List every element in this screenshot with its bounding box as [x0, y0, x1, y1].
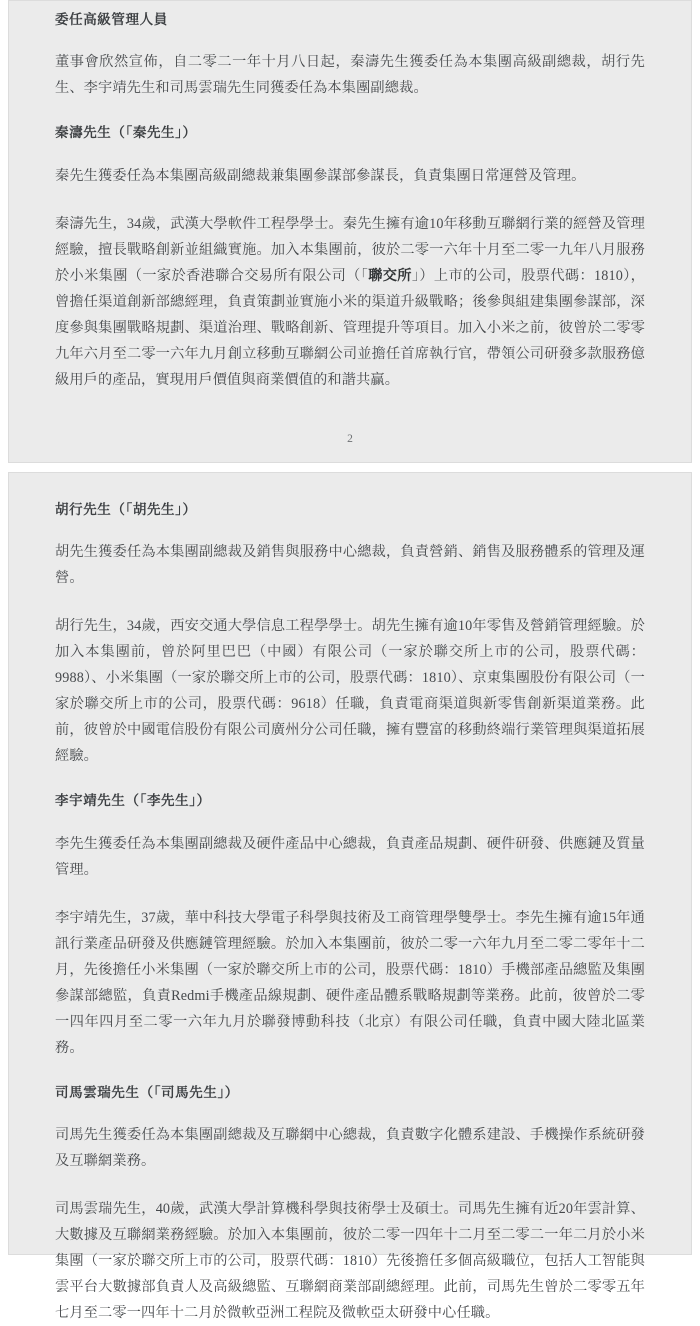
section-heading-appointment: 委任高級管理人員 [55, 12, 168, 28]
paragraph-mr-sima-role: 司馬先生獲委任為本集團副總裁及互聯網中心總裁，負責數字化體系建設、手機操作系統研發及互聯網業務。 [55, 1126, 645, 1169]
paragraph-mr-qin-bio [55, 211, 645, 393]
paragraph-mr-li-bio: 李宇靖先生，37歲，華中科技大學電子科學與技術及工商管理學雙學士。李先生擁有逾15年通訊行業產品研發及供應鏈管理經驗。於加入本集團前，彼於二零一六年九月至二零二零年十二月，先後擔任小米集團（一家於聯交所上市的公司，股票代碼：1810）手機部產品總監及集團參謀部總監，負責Redmi手機產品線規劃、硬件產品體系戰略規劃等業務。此前，彼曾於二零一四年四月至二零一六年九月於聯發博動科技（北京）有限公司任職，負責中國大陸北區業務。 [55, 909, 645, 1056]
paragraph-announcement: 董事會欣然宣佈，自二零二一年十月八日起，秦濤先生獲委任為本集團高級副總裁，胡行先生、李宇靖先生和司馬雲瑞先生同獲委任為本集團副總裁。 [55, 54, 645, 97]
bio-text-after-bold: 」）上市的公司，股票代碼：1810），曾擔任渠道創新部總經理，負責策劃並實施小米的渠道升級戰略；後參與組建集團參謀部，深度參與集團戰略規劃、渠道治理、戰略創新、管理提升等項目。加入小米之前，彼曾於二零零九年六月至二零一六年九月創立移動互聯網公司並擔任首席執行官，帶領公司研發多款服務億級用戶的產品，實現用戶價值與商業價值的和諧共贏。 [55, 267, 646, 388]
paragraph-mr-hu-bio: 胡行先生，34歲，西安交通大學信息工程學學士。胡先生擁有逾10年零售及營銷管理經驗。於加入本集團前，曾於阿里巴巴（中國）有限公司（一家於聯交所上市的公司，股票代碼：9988）、小米集團（一家於聯交所上市的公司，股票代碼：1810）、京東集團股份有限公司（一家於聯交所上市的公司，股票代碼：9618）任職，負責電商渠道與新零售創新渠道業務。此前，彼曾於中國電信股份有限公司廣州分公司任職，擁有豐富的移動終端行業管理與渠道拓展經驗。 [55, 618, 645, 765]
section-heading-mr-hu: 胡行先生（「胡先生」） [55, 502, 197, 518]
page-1-content [55, 10, 645, 393]
paragraph-mr-hu-role: 胡先生獲委任為本集團副總裁及銷售與服務中心總裁，負責營銷、銷售及服務體系的管理及運營。 [55, 544, 645, 587]
bio-text-before-bold: 秦濤先生，34歲，武漢大學軟件工程學學士。秦先生擁有逾10年移動互聯網行業的經營及管理經驗，擅長戰略創新並組織實施。加入本集團前，彼於二零一六年十月至二零一九年八月服務於小米集團（一家於香港聯合交易所有限公司（「 [55, 215, 645, 284]
section-heading-mr-qin: 秦濤先生（「秦先生」） [55, 125, 197, 142]
defined-term-stock-exchange: 聯交所 [368, 267, 412, 284]
section-heading-mr-li: 李宇靖先生（「李先生」） [55, 793, 211, 810]
paragraph-mr-sima-bio: 司馬雲瑞先生，40歲，武漢大學計算機科學與技術學士及碩士。司馬先生擁有近20年雲計算、大數據及互聯網業務經驗。於加入本集團前，彼於二零一四年十二月至二零二一年二月於小米集團（一家於聯交所上市的公司，股票代碼：1810）先後擔任多個高級職位，包括人工智能與雲平台大數據部負責人及高級總監、互聯網商業部副總經理。此前，司馬先生曾於二零零五年七月至二零一四年十二月於微軟亞洲工程院及微軟亞太研發中心任職。 [55, 1200, 645, 1321]
document-page-2 [8, 472, 692, 1321]
page-number-label: 2 [347, 433, 353, 445]
paragraph-mr-li-role: 李先生獲委任為本集團副總裁及硬件產品中心總裁，負責產品規劃、硬件研發、供應鏈及質量管理。 [55, 835, 645, 878]
section-heading-mr-sima: 司馬雲瑞先生（「司馬先生」） [55, 1084, 239, 1101]
page-2-content [55, 500, 645, 1326]
document-page-1 [8, 0, 692, 463]
paragraph-mr-qin-role: 秦先生獲委任為本集團高級副總裁兼集團參謀部參謀長，負責集團日常運營及管理。 [55, 167, 586, 184]
